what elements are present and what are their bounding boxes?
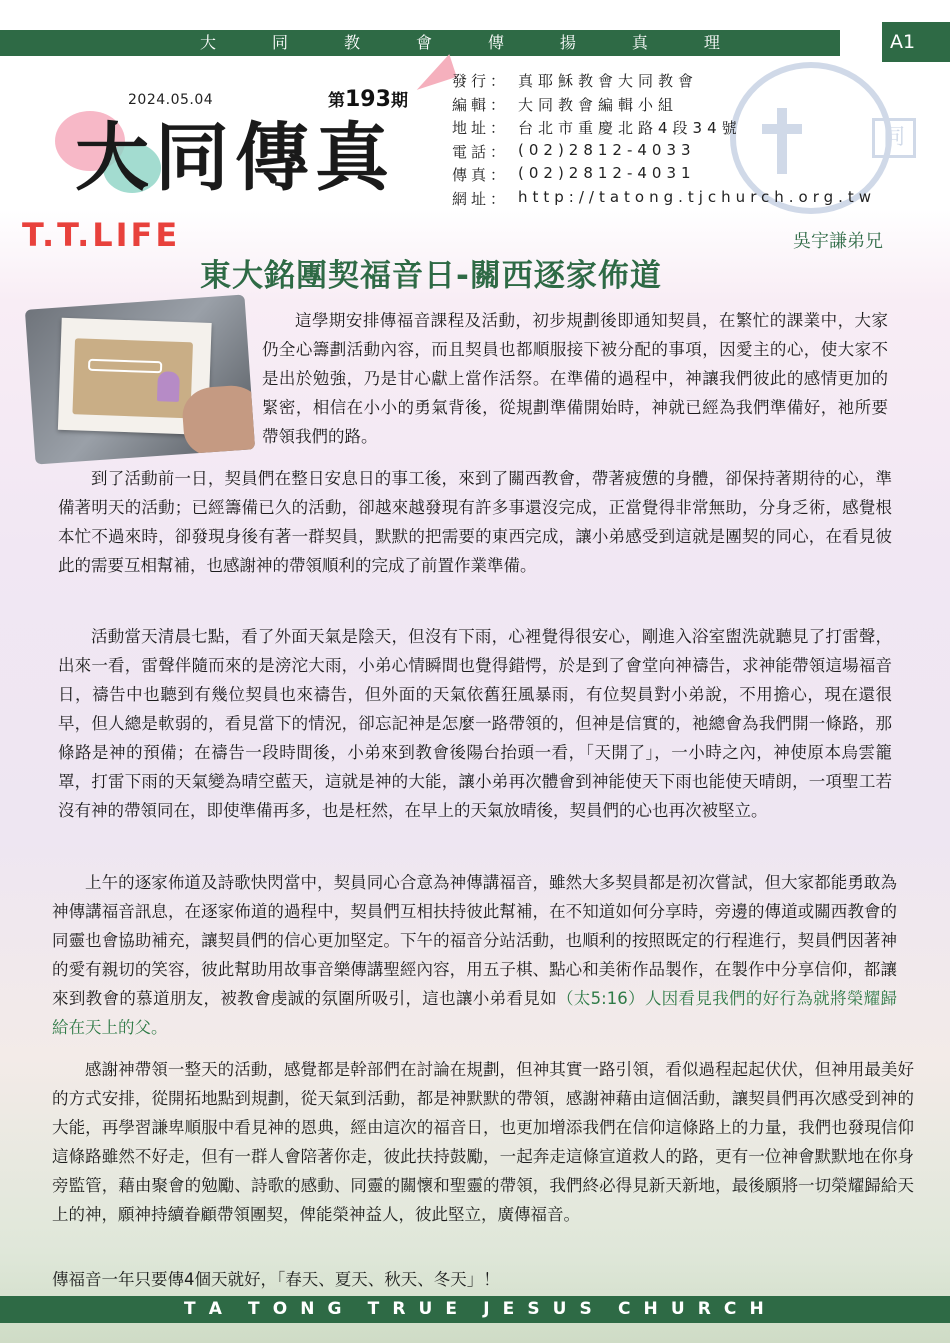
bible-verse: （太5:16）人因看見我們的好行為就將榮耀歸給在天上的父。: [52, 989, 897, 1037]
info-value: (02)2812-4033: [518, 140, 696, 159]
info-row: [452, 141, 876, 165]
banner-letter: N: [300, 1299, 315, 1319]
banner-char: 理: [703, 33, 720, 52]
banner-letter: H: [643, 1299, 658, 1319]
banner-letter: R: [697, 1299, 711, 1319]
issue-number-value: 193: [345, 87, 391, 112]
paper-plane-icon: [409, 54, 456, 90]
article-paragraph-3: 活動當天清晨七點，看了外面天氣是陰天，但沒有下雨，心裡覺得很安心，剛進入浴室盥洗就聽見了打雷聲，出來一看，雷聲伴隨而來的是滂沱大雨，小弟心情瞬間也覺得錯愕，於是到了會堂向神禱告，求神能帶領這場福音日，禱告中也聽到有幾位契員也來禱告，但外面的天氣依舊狂風暴雨，有位契員對小弟說，不用擔心，現在還很早，但人總是軟弱的，看見當下的情況，卻忘記神是怎麼一路帶領的，但神是信實的，祂總會為我們開一條路，那條路是神的預備；在禱告一段時間後，小弟來到教會後陽台抬頭一看，「天開了」，一小時之內，神使原本烏雲籠罩，打雷下雨的天氣變為晴空藍天，這就是神的大能，讓小弟再次體會到神能使天下雨也能使天晴朗，一項聖工若沒有神的帶領同在，即使準備再多，也是枉然，在早上的天氣放晴後，契員們的心也再次被堅立。: [58, 627, 892, 820]
banner-char: 揚: [559, 33, 576, 52]
info-row: [452, 188, 876, 212]
banner-letter: H: [749, 1299, 764, 1319]
article-paragraph-2: 到了活動前一日，契員們在整日安息日的事工後，來到了關西教會，帶著疲憊的身體，卻保持著期待的心，準備著明天的活動；已經籌備已久的活動，卻越來越發現有許多事還沒完成，正當覺得非常無助，分身乏術，感覺根本忙不過來時，卻發現身後有著一群契員，默默的把需要的東西完成，讓小弟感受到這就是團契的同心，在看見彼此的需要互相幫補，也感謝神的帶領順利的完成了前置作業準備。: [58, 469, 892, 575]
article-paragraph-4: [52, 868, 897, 1042]
banner-letter: A: [208, 1299, 222, 1319]
info-key: 地址：: [452, 119, 510, 137]
info-value: 真耶穌教會大同教會: [518, 72, 699, 90]
masthead-logo: [55, 103, 425, 201]
article-paragraph-5: 感謝神帶領一整天的活動，感覺都是幹部們在討論在規劃，但神其實一路引領，看似過程起起伏伏，但神用最美好的方式安排，從開拓地點到規劃，從天氣到活動，都是神默默的帶領，感謝神藉由這個活動，讓契員們再次感受到神的大能，再學習謙卑順服中看見神的恩典，經由這次的福音日，也更加增添我們在信仰這條路上的力量，我們也發現信仰這條路雖然不好走，但有一群人會陪著你走，彼此扶持鼓勵，一起奔走這條宣道救人的路，更有一位神會默默地在你身旁監管，藉由聚會的勉勵、詩歌的感動、同靈的關懷和聖靈的帶領，我們終必得見新天新地，最後願將一切榮耀歸給天上的神，願神持續眷顧帶領團契，俾能榮神益人，彼此堅立，廣傳福音。: [52, 1060, 914, 1224]
info-row: [452, 70, 876, 94]
info-row: [452, 94, 876, 118]
banner-letter: U: [552, 1299, 567, 1319]
issue-date: 2024.05.04: [128, 92, 214, 108]
seal-box: 同: [872, 118, 916, 158]
section-label: T.T.LIFE: [22, 216, 181, 254]
banner-letter: U: [418, 1299, 433, 1319]
issue-suffix: 期: [390, 91, 408, 111]
info-key: 傳真：: [452, 166, 510, 184]
info-row: [452, 164, 876, 188]
masthead-title: 大同傳真: [75, 115, 395, 201]
banner-letter: G: [327, 1299, 342, 1319]
banner-letter: J: [483, 1299, 490, 1319]
info-value: 大同教會編輯小組: [518, 95, 679, 114]
banner-letter: T: [248, 1299, 260, 1319]
banner-letter: T: [367, 1299, 380, 1319]
banner-letter: O: [272, 1299, 288, 1319]
banner-letter: E: [445, 1299, 458, 1319]
banner-letter: C: [617, 1299, 631, 1319]
info-value[interactable]: http://tatong.tjchurch.org.tw: [518, 187, 877, 206]
info-key: 編輯：: [452, 95, 510, 114]
info-value: 台北市重慶北路4段34號: [518, 119, 742, 137]
info-key: 發行：: [452, 72, 510, 90]
banner-char: 真: [631, 33, 648, 52]
info-row: [452, 117, 876, 141]
banner-char: 同: [271, 33, 288, 52]
issue-prefix: 第: [328, 91, 345, 111]
publication-info: [452, 70, 876, 211]
page-number-tag: A1: [882, 22, 950, 62]
card-illustration: [72, 338, 193, 418]
banner-char: 教: [343, 33, 360, 52]
paragraph-4-text: 上午的逐家佈道及詩歌快閃當中，契員同心合意為神傳講福音，雖然大多契員都是初次嘗試，但大家都能勇敢為神傳講福音訊息，在逐家佈道的過程中，契員們互相扶持彼此幫補，在不知道如何分享時，旁邊的傳道或關西教會的同靈也會協助補充，讓契員們的信心更加堅定。下午的福音分站活動，也順利的按照既定的行程進行，契員們因著神的愛有親切的笑容，彼此幫助用故事音樂傳講聖經內容，用五子棋、點心和美術作品製作，在製作中分享信仰，都讓來到教會的慕道朋友，被教會虔誠的氛圍所吸引，這也讓小弟看見如: [52, 873, 897, 1008]
banner-letter: S: [579, 1299, 592, 1319]
banner-letter: C: [723, 1299, 737, 1319]
top-banner-text: [200, 30, 720, 56]
banner-letter: U: [670, 1299, 685, 1319]
banner-char: 傳: [487, 33, 504, 52]
article-author: 吳宇謙弟兄: [793, 231, 883, 252]
info-key: 網址：: [452, 189, 510, 208]
info-key: 電話：: [452, 142, 510, 161]
banner-letter: S: [527, 1299, 540, 1319]
info-value: (02)2812-4031: [518, 164, 696, 182]
hand-shape: [181, 384, 255, 459]
closing-line: 傳福音一年只要傳4個天就好，「春天、夏天、秋天、冬天」！: [52, 1270, 500, 1289]
article-paragraph-1: 這學期安排傳福音課程及活動，初步規劃後即通知契員，在繁忙的課業中，大家仍全心籌劃活動內容，而且契員也都順服接下被分配的事項，因愛主的心，使大家不是出於勉強，乃是甘心獻上當作活祭。在準備的過程中，神讓我們彼此的感情更加的緊密，相信在小小的勇氣背後，從規劃準備開始時，神就已經為我們準備好，祂所要帶領我們的路。: [262, 311, 888, 446]
banner-letter: E: [502, 1299, 515, 1319]
article-headline: 東大銘團契福音日-關西逐家佈道: [200, 258, 662, 294]
banner-letter: R: [392, 1299, 406, 1319]
banner-char: 會: [415, 33, 432, 52]
bottom-banner-text: [184, 1296, 764, 1323]
banner-char: 大: [200, 33, 217, 52]
article-photo: [25, 295, 255, 465]
banner-letter: T: [184, 1299, 196, 1319]
